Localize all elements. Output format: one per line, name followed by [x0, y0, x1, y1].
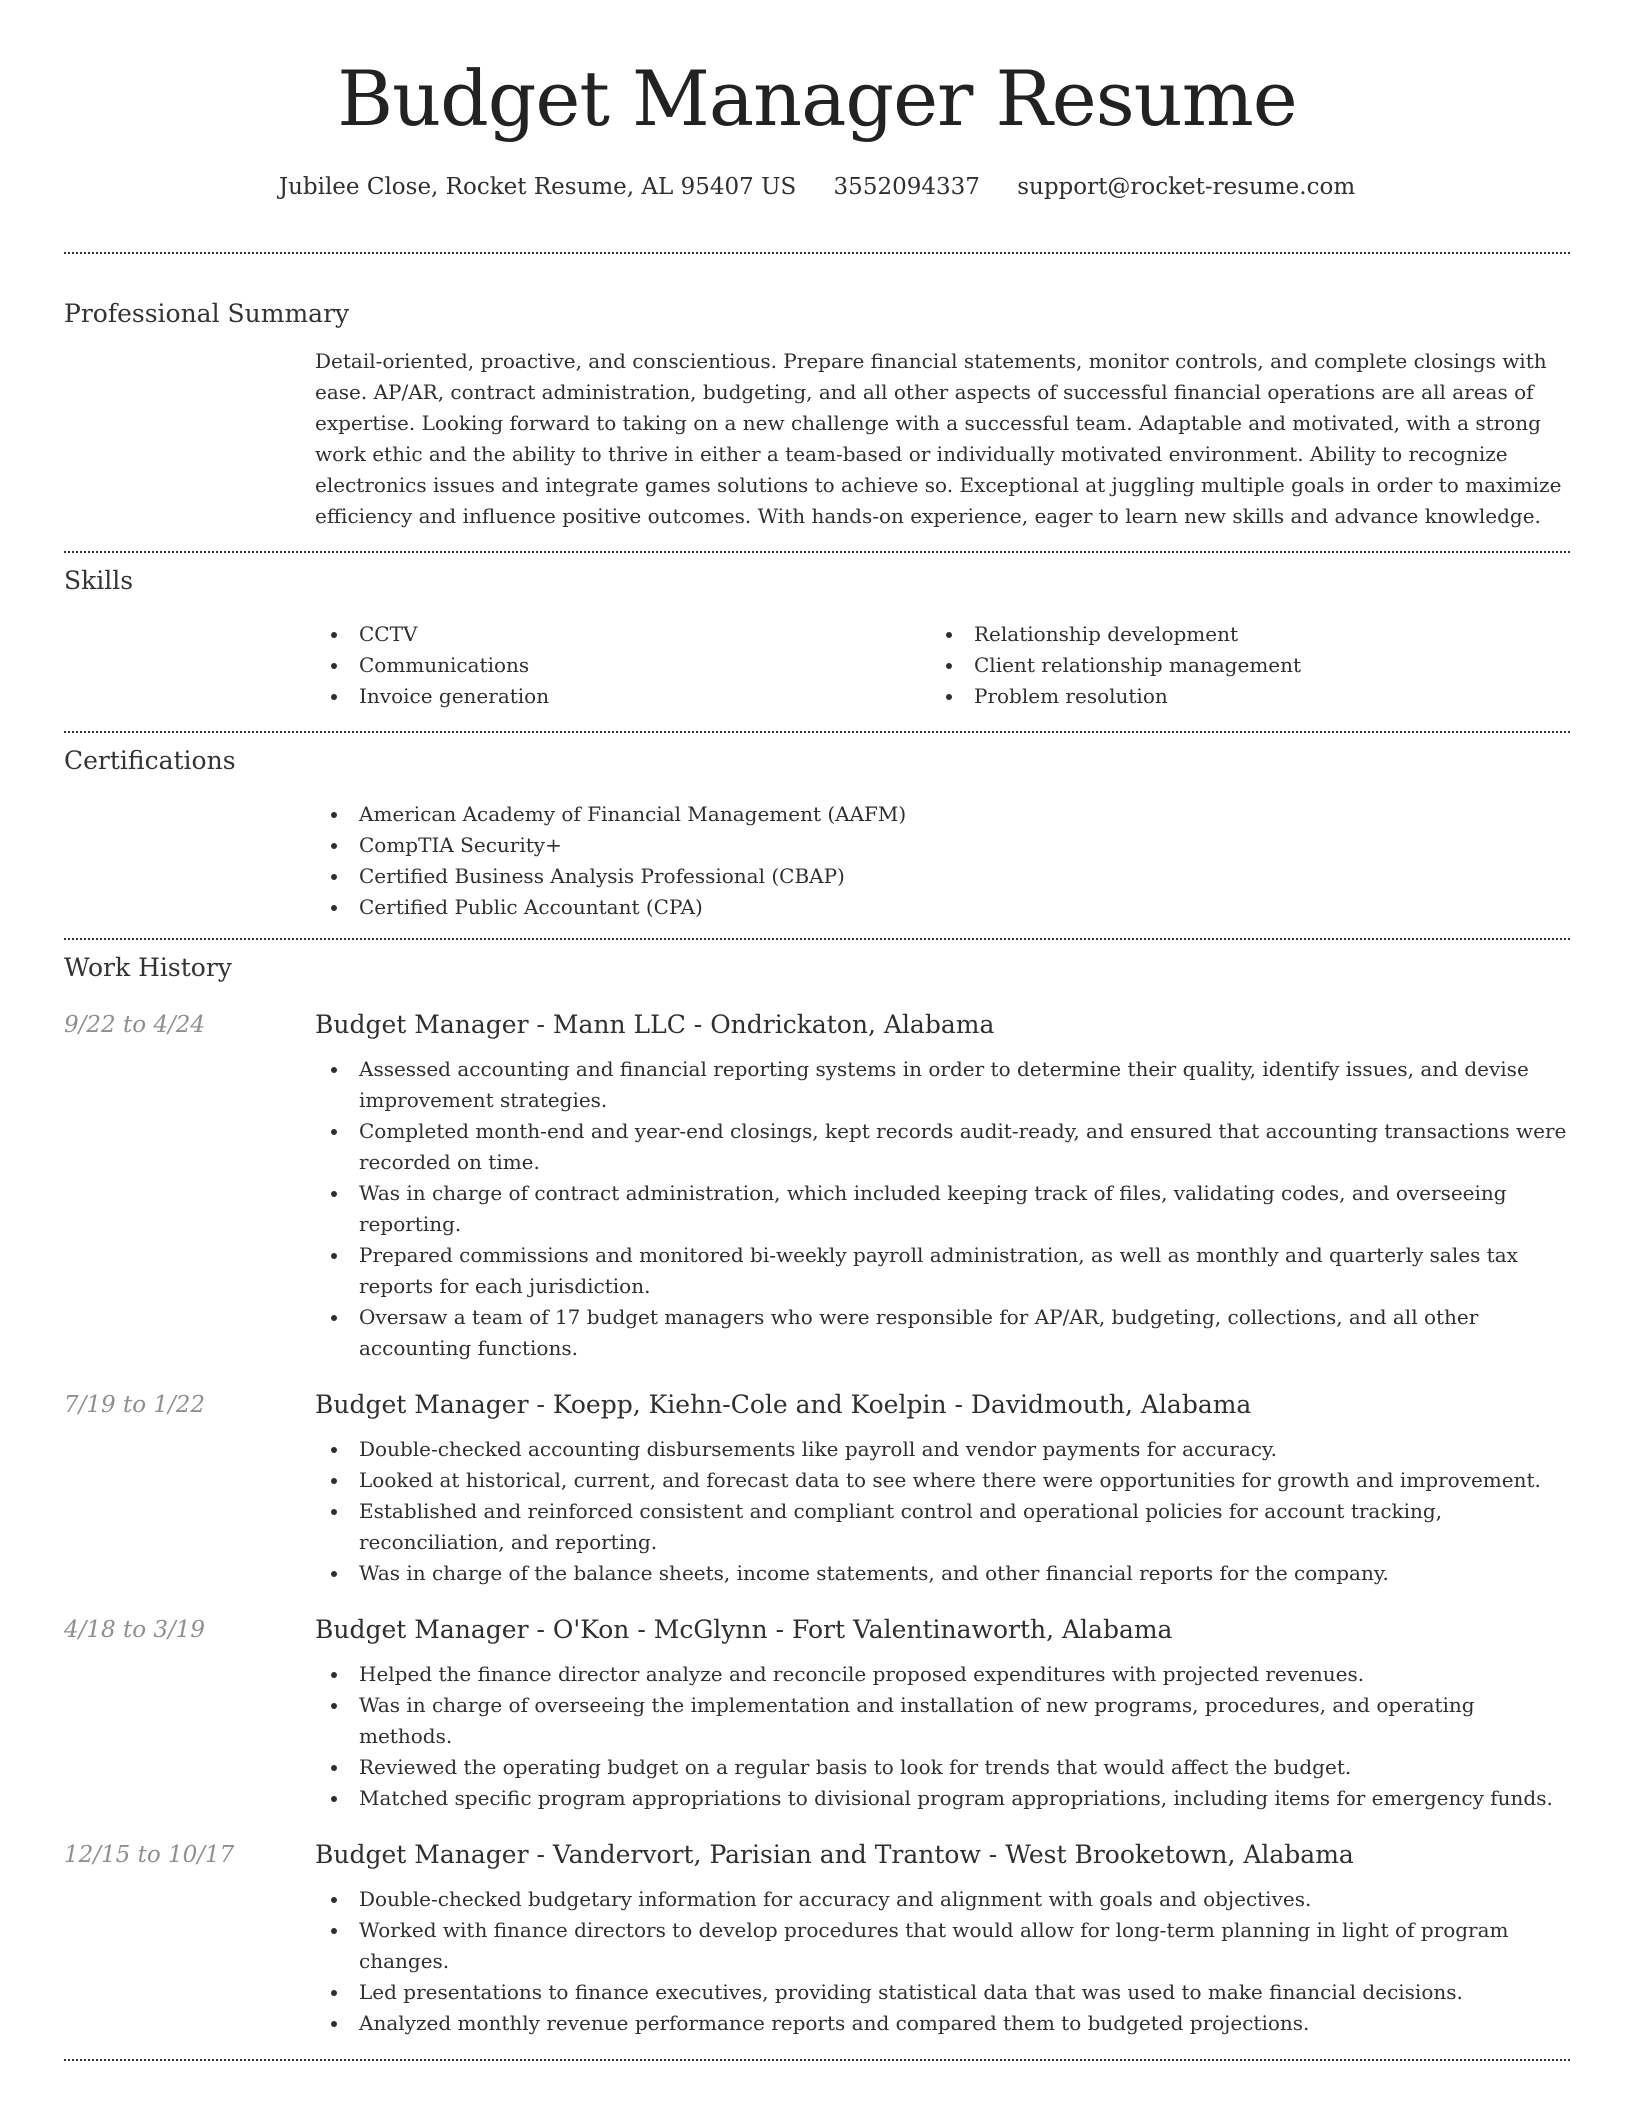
skills-section [64, 553, 1570, 731]
certifications-section [64, 733, 1570, 938]
section-title-summary: Professional Summary [64, 299, 350, 328]
summary-section [64, 254, 1570, 551]
skills-content [315, 619, 1570, 712]
certification-item: CompTIA Security+ [315, 830, 1570, 861]
job-bullet: Was in charge of contract administration, which included keeping track of files, validating codes, and overseeing reporting. [315, 1178, 1570, 1240]
job-bullet: Oversaw a team of 17 budget managers who were responsible for AP/AR, budgeting, collections, and all other accounting functions. [315, 1302, 1570, 1364]
job-bullet: Helped the finance director analyze and reconcile proposed expenditures with projected revenues. [315, 1659, 1570, 1690]
job-bullet: Matched specific program appropriations to divisional program appropriations, including items for emergency funds. [315, 1783, 1570, 1814]
job-bullets [315, 1659, 1570, 1814]
skill-item: Problem resolution [930, 681, 1545, 712]
job-bullet: Prepared commissions and monitored bi-weekly payroll administration, as well as monthly and quarterly sales tax reports for each jurisdiction. [315, 1240, 1570, 1302]
certification-item: American Academy of Financial Management (AAFM) [315, 799, 1570, 830]
job-heading: Budget Manager - Mann LLC - Ondrickaton, Alabama [315, 1010, 995, 1039]
job-heading: Budget Manager - Vandervort, Parisian and Trantow - West Brooketown, Alabama [315, 1840, 1354, 1869]
skills-list-right [930, 619, 1545, 712]
certification-item: Certified Business Analysis Professional (CBAP) [315, 861, 1570, 892]
section-divider [64, 2059, 1570, 2061]
skill-item: Invoice generation [315, 681, 930, 712]
job-body [315, 1389, 1570, 1589]
job-bullet: Worked with finance directors to develop procedures that would allow for long-term planning in light of program changes. [315, 1915, 1570, 1977]
job-bullet: Looked at historical, current, and forecast data to see where there were opportunities for growth and improvement. [315, 1465, 1570, 1496]
job-bullet: Led presentations to finance executives, providing statistical data that was used to make financial decisions. [315, 1977, 1570, 2008]
job-bullet: Was in charge of overseeing the implementation and installation of new programs, procedures, and operating methods. [315, 1690, 1570, 1752]
section-title-certifications: Certifications [64, 746, 236, 775]
job-dates: 4/18 to 3/19 [64, 1617, 206, 1643]
job-body [315, 1839, 1570, 2039]
job-bullet: Double-checked accounting disbursements like payroll and vendor payments for accuracy. [315, 1434, 1570, 1465]
job-heading: Budget Manager - Koepp, Kiehn-Cole and Koelpin - Davidmouth, Alabama [315, 1390, 1252, 1419]
job-bullets [315, 1434, 1570, 1589]
certifications-content [315, 799, 1570, 923]
job-entry [64, 1009, 1570, 1364]
job-dates: 9/22 to 4/24 [64, 1012, 206, 1038]
summary-content [315, 346, 1570, 532]
job-body [315, 1614, 1570, 1814]
certifications-list [315, 799, 1570, 923]
job-dates: 7/19 to 1/22 [64, 1392, 206, 1418]
section-title-skills: Skills [64, 566, 134, 595]
skill-item: CCTV [315, 619, 930, 650]
contact-address: Jubilee Close, Rocket Resume, AL 95407 US [278, 174, 797, 200]
work-history-section [64, 940, 1570, 2059]
job-body [315, 1009, 1570, 1364]
job-entry [64, 1614, 1570, 1814]
skill-item: Relationship development [930, 619, 1545, 650]
skills-list-left [315, 619, 930, 712]
contact-line [64, 172, 1570, 202]
job-bullet: Established and reinforced consistent and compliant control and operational policies for account tracking, reconciliation, and reporting. [315, 1496, 1570, 1558]
contact-phone: 3552094337 [833, 174, 980, 200]
job-bullets [315, 1884, 1570, 2039]
job-entry [64, 1839, 1570, 2039]
job-entry [64, 1389, 1570, 1589]
job-bullet: Double-checked budgetary information for accuracy and alignment with goals and objectives. [315, 1884, 1570, 1915]
job-heading: Budget Manager - O'Kon - McGlynn - Fort Valentinaworth, Alabama [315, 1615, 1173, 1644]
skill-item: Client relationship management [930, 650, 1545, 681]
job-bullets [315, 1054, 1570, 1364]
job-bullet: Analyzed monthly revenue performance reports and compared them to budgeted projections. [315, 2008, 1570, 2039]
job-bullet: Completed month-end and year-end closings, kept records audit-ready, and ensured that accounting transactions were recorded on time. [315, 1116, 1570, 1178]
job-bullet: Assessed accounting and financial reporting systems in order to determine their quality, identify issues, and devise improvement strategies. [315, 1054, 1570, 1116]
job-bullet: Reviewed the operating budget on a regular basis to look for trends that would affect the budget. [315, 1752, 1570, 1783]
resume-title: Budget Manager Resume [337, 54, 1297, 143]
job-bullet: Was in charge of the balance sheets, income statements, and other financial reports for the company. [315, 1558, 1570, 1589]
job-dates: 12/15 to 10/17 [64, 1842, 235, 1868]
resume-page [64, 0, 1570, 2061]
contact-email: support@rocket-resume.com [1017, 174, 1356, 200]
summary-text: Detail-oriented, proactive, and conscientious. Prepare financial statements, monitor controls, and complete closings with ease. AP/AR, contract administration, budgeting, and all other aspects of successful financial operations are all areas of expertise. Looking forward to taking on a new challenge with a successful team. Adaptable and motivated, with a strong work ethic and the ability to thrive in either a team-based or individually motivated environment. Ability to recognize electronics issues and integrate games solutions to achieve so. Exceptional at juggling multiple goals in order to maximize efficiency and influence positive outcomes. With hands-on experience, eager to learn new skills and advance knowledge. [315, 349, 1562, 528]
skill-item: Communications [315, 650, 930, 681]
section-title-work-history: Work History [64, 953, 232, 982]
certification-item: Certified Public Accountant (CPA) [315, 892, 1570, 923]
